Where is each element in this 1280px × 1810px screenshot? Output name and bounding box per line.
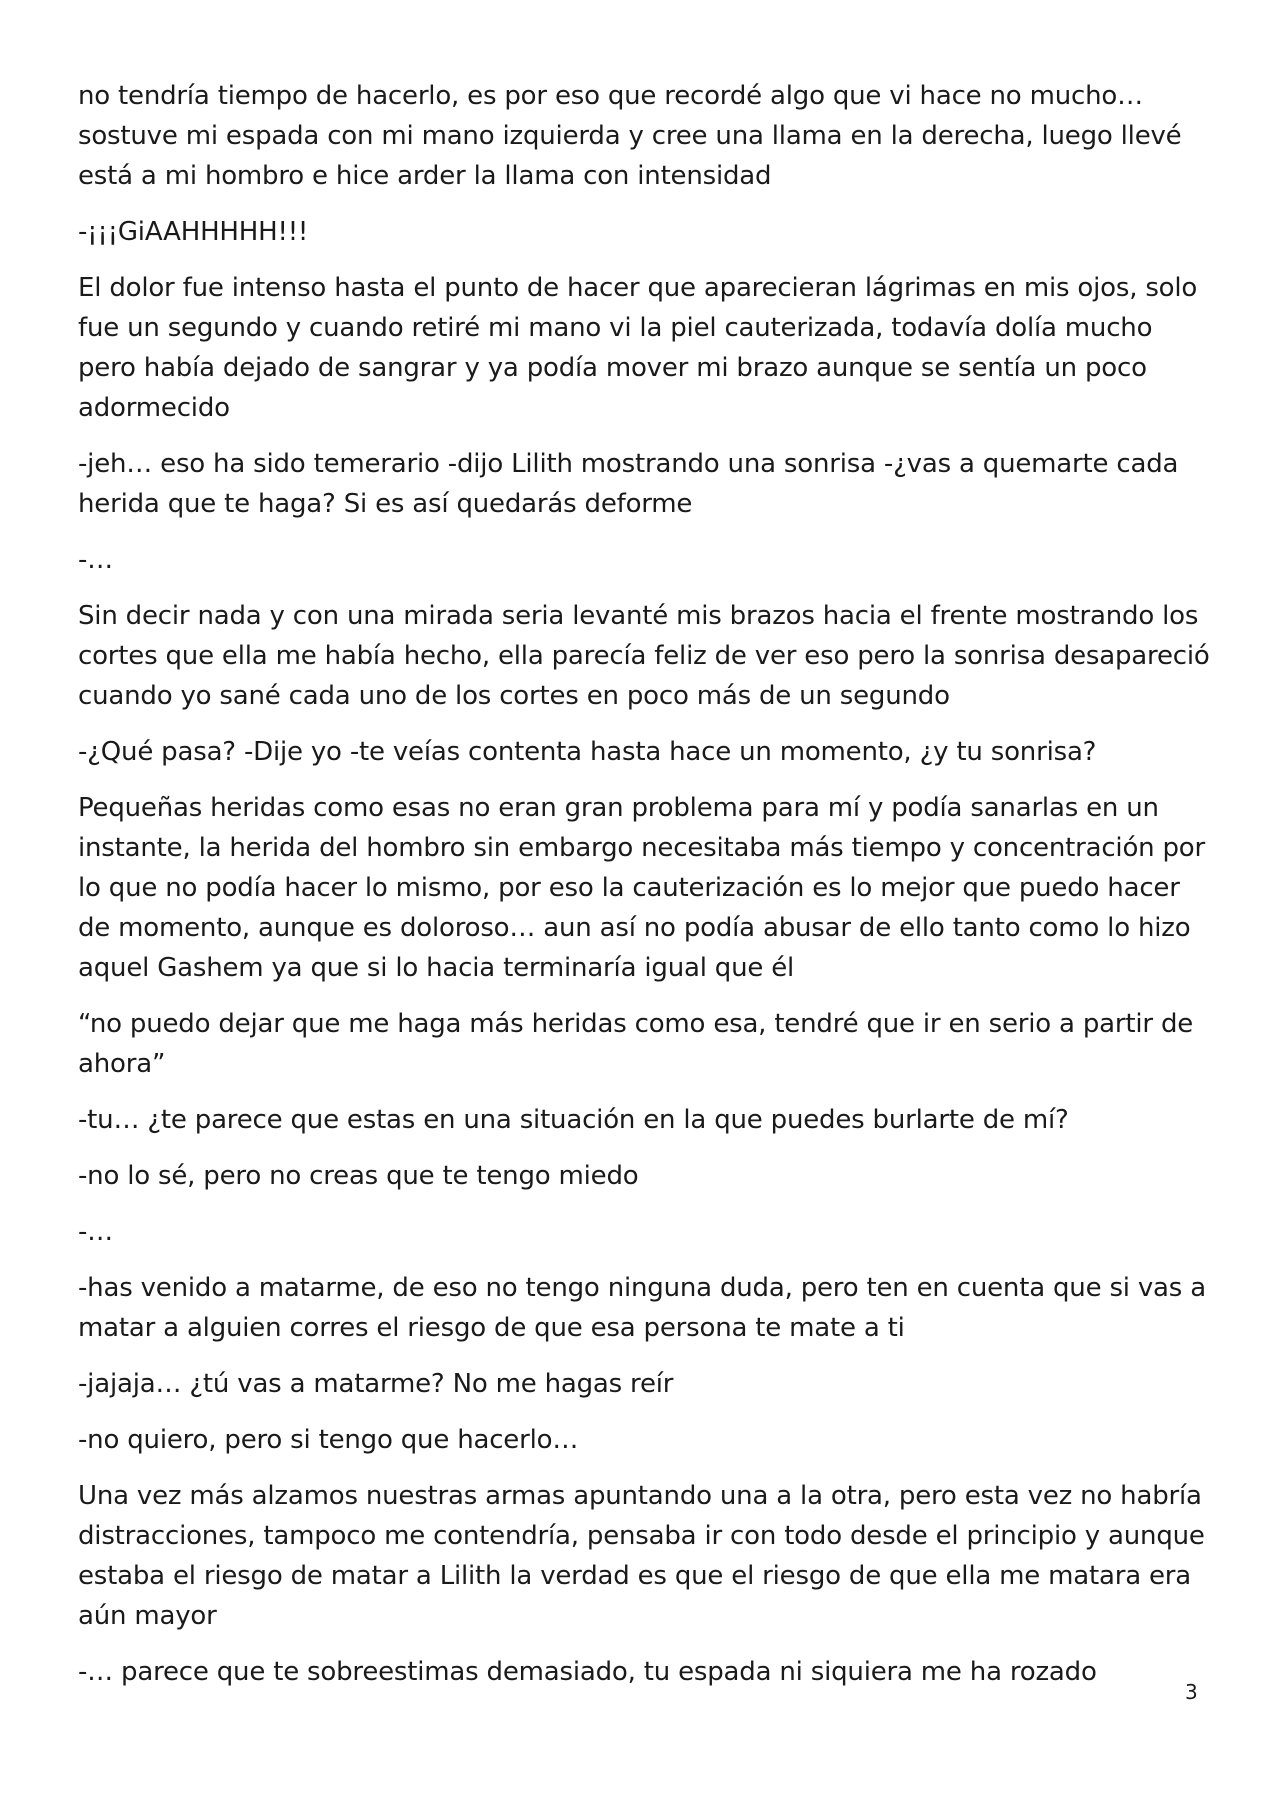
paragraph: -no quiero, pero si tengo que hacerlo… xyxy=(78,1425,579,1455)
document-body xyxy=(78,76,1218,1708)
paragraph: no tendría tiempo de hacerlo, es por eso que recordé algo que vi hace no mucho… sostuve mi espada con mi mano izquierda y cree una llama en la derecha, luego llevé está a mi hombro e hice arder la llama con intensidad xyxy=(78,81,1182,191)
paragraph: -… parece que te sobreestimas demasiado, tu espada ni siquiera me ha rozado xyxy=(78,1657,1097,1687)
paragraph: -tu… ¿te parece que estas en una situación en la que puedes burlarte de mí? xyxy=(78,1105,1069,1135)
paragraph: “no puedo dejar que me haga más heridas como esa, tendré que ir en serio a partir de ahora” xyxy=(78,1009,1194,1079)
paragraph: -jeh… eso ha sido temerario -dijo Lilith mostrando una sonrisa -¿vas a quemarte cada herida que te haga? Si es así quedarás deforme xyxy=(78,449,1179,519)
paragraph: -has venido a matarme, de eso no tengo ninguna duda, pero ten en cuenta que si vas a matar a alguien corres el riesgo de que esa persona te mate a ti xyxy=(78,1273,1206,1343)
paragraph: El dolor fue intenso hasta el punto de hacer que aparecieran lágrimas en mis ojos, solo fue un segundo y cuando retiré mi mano vi la piel cauterizada, todavía dolía mucho pero había dejado de sangrar y ya podía mover mi brazo aunque se sentía un poco adormecido xyxy=(78,273,1198,423)
paragraph: Pequeñas heridas como esas no eran gran problema para mí y podía sanarlas en un instante, la herida del hombro sin embargo necesitaba más tiempo y concentración por lo que no podía hacer lo mismo, por eso la cauterización es lo mejor que puedo hacer de momento, aunque es doloroso… aun así no podía abusar de ello tanto como lo hizo aquel Gashem ya que si lo hacia terminaría igual que él xyxy=(78,793,1205,983)
paragraph: -¿Qué pasa? -Dije yo -te veías contenta hasta hace un momento, ¿y tu sonrisa? xyxy=(78,737,1097,767)
page-number: 3 xyxy=(1185,1680,1198,1704)
paragraph: -… xyxy=(78,545,113,575)
paragraph: Sin decir nada y con una mirada seria levanté mis brazos hacia el frente mostrando los cortes que ella me había hecho, ella parecía feliz de ver eso pero la sonrisa desapareció cuando yo sané cada uno de los cortes en poco más de un segundo xyxy=(78,601,1210,711)
paragraph: -¡¡¡GiAAHHHHH!!! xyxy=(78,217,309,247)
paragraph: -… xyxy=(78,1217,113,1247)
paragraph: -jajaja… ¿tú vas a matarme? No me hagas reír xyxy=(78,1369,674,1399)
paragraph: Una vez más alzamos nuestras armas apuntando una a la otra, pero esta vez no habría distracciones, tampoco me contendría, pensaba ir con todo desde el principio y aunque estaba el riesgo de matar a Lilith la verdad es que el riesgo de que ella me matara era aún mayor xyxy=(78,1481,1205,1631)
paragraph: -no lo sé, pero no creas que te tengo miedo xyxy=(78,1161,639,1191)
